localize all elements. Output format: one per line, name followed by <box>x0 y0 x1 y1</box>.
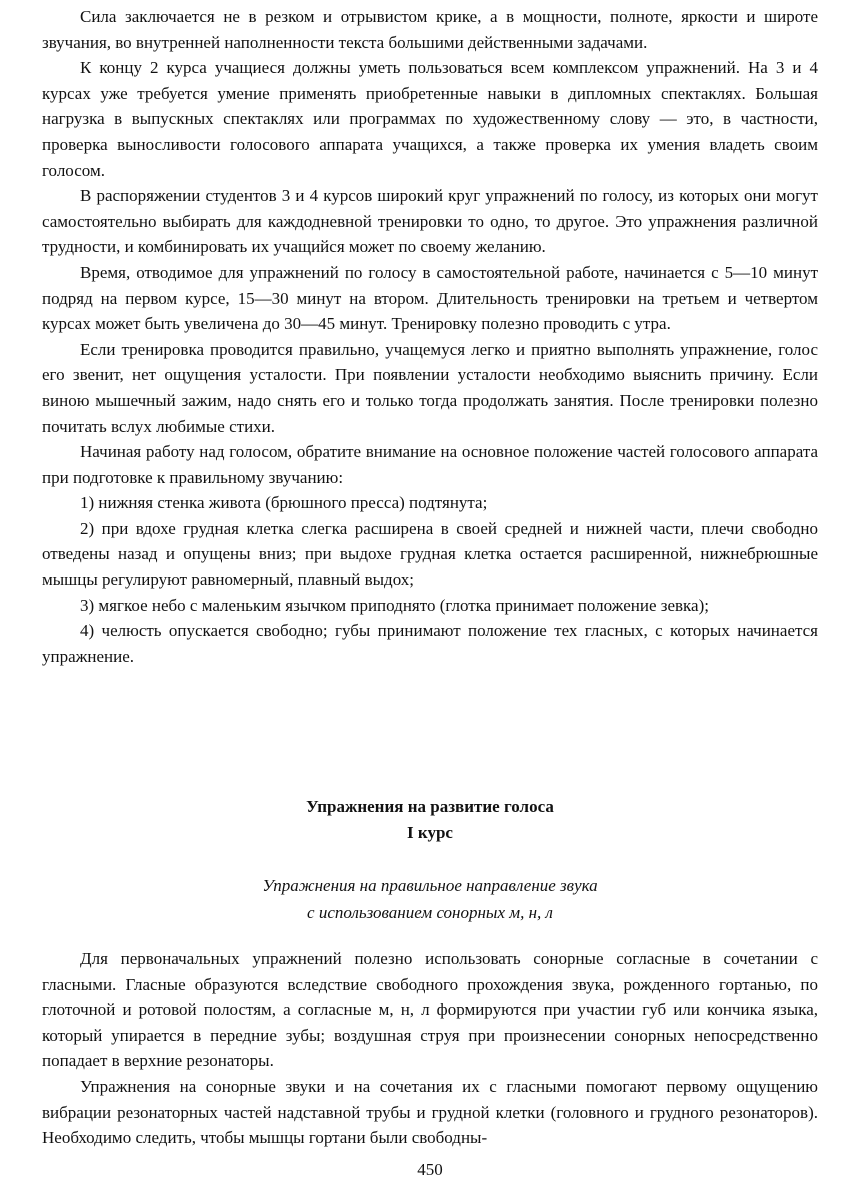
section-title-line-1: Упражнения на развитие голоса <box>306 797 554 816</box>
paragraph-basic-position: Начиная работу над голосом, обратите внимание на основное положение частей голосового аппарата при подготовке к правильному звучанию: <box>42 442 818 487</box>
paragraph-sonorants: Для первоначальных упражнений полезно использовать сонорные согласные в сочетании с гласными. Гласные образуются вследствие свободного прохождения звука, рожденного гортанью, по глоточной и ротовой полостям, а согласные м, н, л формируются при участии губ или кончика языка, который упирается в передние зубы; воздушная струя при произнесении сонорных непосредственно попадает в верхние резонаторы. <box>42 949 818 1071</box>
paragraph-sonorant-exercises: Упражнения на сонорные звуки и на сочетания их с гласными помогают первому ощущению вибрации резонаторных частей надставной трубы и грудной клетки (головного и грудного резонаторов). Необходимо следить, чтобы мышцы гортани были свободны- <box>42 1076 818 1148</box>
list-item-1: 1) нижняя стенка живота (брюшного пресса) подтянута; <box>80 493 488 513</box>
paragraph-strength: Сила заключается не в резком и отрывистом крике, а в мощности, полноте, яркости и широте звучания, во внутренней наполненности текста большими действенными задачами. <box>42 7 818 52</box>
subsection-title-line-2: с использованием сонорных м, н, л <box>307 903 553 922</box>
paragraph-correct-training: Если тренировка проводится правильно, учащемуся легко и приятно выполнять упражнение, голос его звенит, нет ощущения усталости. При появлении усталости необходимо выяснить причину. Если виною мышечный зажим, надо снять его и только тогда продолжать занятия. После тренировки полезно почитать вслух любимые стихи. <box>42 339 818 436</box>
list-item-2: 2) при вдохе грудная клетка слегка расширена в своей средней и нижней части, плечи свободно отведены назад и опущены вниз; при выдохе грудная клетка остается расширенной, нижнебрюшные мышцы регулируют равномерный, плавный выдох; <box>42 518 818 590</box>
main-text-bottom <box>42 946 818 1151</box>
paragraph-courses-3-4: В распоряжении студентов 3 и 4 курсов широкий круг упражнений по голосу, из которых они могут самостоятельно выбирать для каждодневной тренировки то одно, то другое. Это упражнения различной трудности, и комбинировать их учащийся может по своему желанию. <box>42 186 818 257</box>
paragraph-training-time: Время, отводимое для упражнений по голосу в самостоятельной работе, начинается с 5—10 минут подряд на первом курсе, 15—30 минут на втором. Длительность тренировки на третьем и четвертом курсах может быть увеличена до 30—45 минут. Тренировку полезно проводить с утра. <box>42 262 818 334</box>
section-title-line-2: I курс <box>407 823 453 842</box>
subsection-title-line-1: Упражнения на правильное направление звука <box>262 876 598 895</box>
subsection-title <box>42 872 818 926</box>
page-number: 450 <box>417 1160 443 1179</box>
document-page <box>42 0 818 1198</box>
section-title <box>42 794 818 846</box>
list-item-4: 4) челюсть опускается свободно; губы принимают положение тех гласных, с которых начинается упражнение. <box>42 621 818 666</box>
paragraph-course-2: К концу 2 курса учащиеся должны уметь пользоваться всем комплексом упражнений. На 3 и 4 курсах уже требуется умение применять приобретенные навыки в дипломных спектаклях. Большая нагрузка в выпускных спектаклях или программах по художественному слову — это, в частности, проверка выносливости голосового аппарата учащихся, а также проверка их умения владеть своим голосом. <box>42 58 818 180</box>
main-text-top <box>42 4 818 669</box>
list-item-3: 3) мягкое небо с маленьким язычком приподнято (глотка принимает положение зевка); <box>80 595 709 615</box>
